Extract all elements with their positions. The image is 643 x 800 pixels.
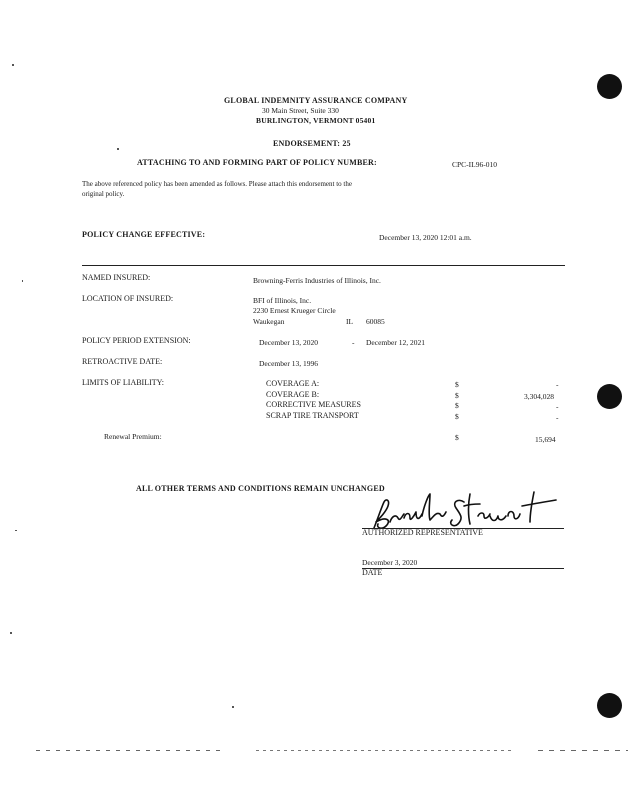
corrective-measures-amount: - <box>556 402 559 411</box>
endorsement-number: ENDORSEMENT: 25 <box>273 139 351 148</box>
location-city: Waukegan <box>253 317 285 326</box>
location-label: LOCATION OF INSURED: <box>82 294 174 303</box>
location-line-2: 2230 Ernest Krueger Circle <box>253 306 336 315</box>
scan-speck <box>10 632 12 634</box>
renewal-premium-label: Renewal Premium: <box>104 432 162 441</box>
scan-speck <box>22 280 23 282</box>
retroactive-label: RETROACTIVE DATE: <box>82 357 163 366</box>
punch-hole-bottom <box>597 693 622 718</box>
notice-line-2: original policy. <box>82 190 125 198</box>
signed-date: December 3, 2020 <box>362 558 418 567</box>
period-extension-end: December 12, 2021 <box>366 338 425 347</box>
policy-change-label: POLICY CHANGE EFFECTIVE: <box>82 230 206 239</box>
location-line-1: BFI of Illinois, Inc. <box>253 296 312 305</box>
scan-edge-noise <box>256 750 514 751</box>
period-extension-dash: - <box>352 338 355 347</box>
punch-hole-top <box>597 74 622 99</box>
coverage-a-name: COVERAGE A: <box>266 379 320 388</box>
corrective-measures-currency: $ <box>455 401 459 410</box>
scrap-tire-name: SCRAP TIRE TRANSPORT <box>266 411 359 420</box>
attaching-label: ATTACHING TO AND FORMING PART OF POLICY NUMBER: <box>137 158 377 167</box>
renewal-premium-amount: 15,694 <box>535 435 556 444</box>
retroactive-value: December 13, 1996 <box>259 359 318 368</box>
named-insured-value: Browning-Ferris Industries of Illinois, Inc. <box>253 276 381 285</box>
coverage-b-name: COVERAGE B: <box>266 390 320 399</box>
named-insured-label: NAMED INSURED: <box>82 273 151 282</box>
coverage-b-currency: $ <box>455 391 459 400</box>
renewal-premium-currency: $ <box>455 433 459 442</box>
date-caption: DATE <box>362 568 383 577</box>
scan-edge-noise <box>538 750 628 751</box>
policy-number: CPC-IL96-010 <box>452 160 497 169</box>
period-extension-label: POLICY PERIOD EXTENSION: <box>82 336 191 345</box>
signature-name: Brenda Stuart <box>500 532 506 533</box>
scan-speck <box>232 706 234 708</box>
notice-line-1: The above referenced policy has been amended as follows. Please attach this endorsement to the <box>82 180 352 188</box>
limits-label: LIMITS OF LIABILITY: <box>82 378 164 387</box>
location-state: IL <box>346 317 354 326</box>
coverage-b-amount: 3,304,028 <box>524 392 554 401</box>
scrap-tire-amount: - <box>556 413 559 422</box>
signature-caption: AUTHORIZED REPRESENTATIVE <box>362 528 483 537</box>
punch-hole-middle <box>597 384 622 409</box>
company-city: BURLINGTON, VERMONT 05401 <box>256 116 376 125</box>
period-extension-start: December 13, 2020 <box>259 338 318 347</box>
coverage-a-amount: - <box>556 380 559 389</box>
section-divider <box>82 265 565 266</box>
company-street: 30 Main Street, Suite 330 <box>262 106 339 115</box>
scan-speck <box>12 64 14 66</box>
scan-speck <box>15 530 17 531</box>
policy-change-value: December 13, 2020 12:01 a.m. <box>379 233 472 242</box>
scan-speck <box>117 148 119 150</box>
corrective-measures-name: CORRECTIVE MEASURES <box>266 400 361 409</box>
location-zip: 60085 <box>366 317 385 326</box>
scan-edge-noise <box>36 750 226 751</box>
coverage-a-currency: $ <box>455 380 459 389</box>
date-line <box>362 568 564 569</box>
scrap-tire-currency: $ <box>455 412 459 421</box>
company-name: GLOBAL INDEMNITY ASSURANCE COMPANY <box>224 96 408 105</box>
unchanged-terms-statement: ALL OTHER TERMS AND CONDITIONS REMAIN UNCHANGED <box>136 484 385 493</box>
